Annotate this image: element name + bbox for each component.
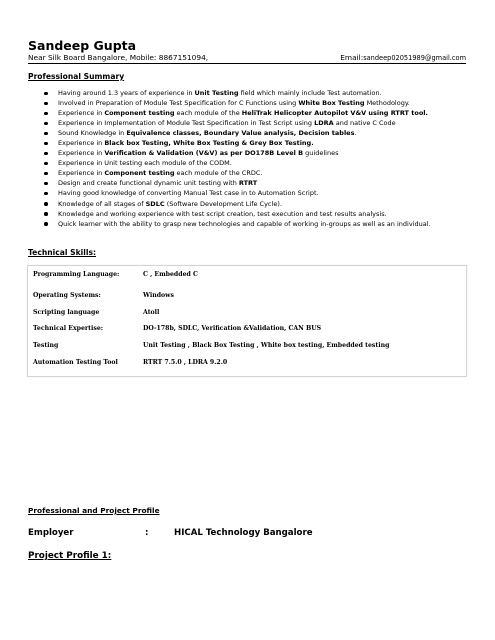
summary-item-text: Methodology. — [364, 99, 410, 108]
skill-value: RTRT 7.5.0 , LDRA 9.2.0 — [143, 359, 228, 366]
summary-item-text: White Box Testing — [298, 99, 365, 108]
summary-item-text: Experience in — [58, 149, 105, 158]
skill-label: Automation Testing Tool — [33, 359, 118, 366]
skill-label: Programming Language: — [33, 271, 120, 278]
summary-item-text: Experience in — [58, 169, 105, 178]
summary-item-text: . — [354, 129, 357, 138]
skill-value: DO-178b, SDLC, Verification &Validation, CAN BUS — [143, 325, 322, 332]
contact-email — [340, 53, 466, 62]
summary-item-text: and native C Code — [333, 119, 396, 128]
skill-label: Operating Systems: — [33, 292, 101, 299]
summary-item — [28, 98, 468, 108]
summary-item — [28, 188, 468, 198]
summary-item — [28, 168, 468, 178]
summary-item-text: SDLC — [145, 199, 165, 208]
summary-item-text: LDRA — [314, 119, 334, 128]
summary-item — [28, 219, 468, 229]
summary-heading: Professional Summary — [28, 72, 125, 81]
contact-location-phone: Near Silk Board Bangalore, Mobile: 8867151094, — [28, 53, 209, 62]
skill-value: Unit Testing , Black Box Testing , White box testing, Embedded testing — [143, 342, 390, 349]
summary-item-text: Equivalence classes, Boundary Value analysis, Decision tables — [126, 129, 355, 138]
employer-label: Employer — [28, 528, 74, 538]
summary-list — [28, 88, 468, 229]
summary-item-text: Black box Testing, White Box Testing & Grey Box Testing. — [104, 139, 314, 148]
email-label: Email: — [340, 53, 364, 62]
summary-item-text: Experience in Implementation of Module Test Specification in Test Script using — [58, 119, 315, 128]
summary-item — [28, 118, 468, 128]
summary-item — [28, 138, 468, 148]
summary-item-text: each module of the CRDC. — [174, 169, 263, 178]
summary-item-text: Unit Testing — [194, 89, 239, 97]
skill-value: Atoll — [143, 309, 160, 316]
summary-item-text: Component testing — [104, 109, 175, 118]
summary-item-text: RTRT — [238, 179, 258, 188]
profile-heading: Professional and Project Profile — [28, 506, 160, 515]
project-heading: Project Profile 1: — [28, 551, 112, 561]
skill-value: C , Embedded C — [143, 271, 198, 278]
employer-value: HICAL Technology Bangalore — [174, 528, 313, 538]
summary-item — [28, 209, 468, 219]
summary-item-text: each module of the — [174, 109, 242, 118]
summary-item-text: Involved in Preparation of Module Test Specification for C Functions using — [58, 99, 299, 108]
summary-item-text: guidelines — [303, 149, 339, 158]
summary-item-text: field which mainly include Test automation. — [238, 89, 382, 97]
summary-item-text: Sound Knowledge in — [58, 129, 127, 138]
summary-item — [28, 148, 468, 158]
skills-heading: Technical Skills: — [28, 248, 96, 257]
summary-item — [28, 158, 468, 168]
summary-item-text: Quick learner with the ability to grasp new technologies and capable of working in-groups as well as an individual. — [58, 219, 431, 228]
header-divider — [28, 63, 466, 64]
summary-item-text: HeliTrak Helicopter Autopilot V&V using RTRT tool. — [241, 109, 428, 118]
employer-separator: : — [145, 528, 149, 538]
summary-item-text: Knowledge of all stages of — [58, 199, 146, 208]
summary-item — [28, 178, 468, 188]
candidate-name: Sandeep Gupta — [28, 38, 137, 53]
summary-item — [28, 88, 468, 98]
skill-label: Technical Expertise: — [33, 325, 104, 332]
summary-item-text: Component testing — [104, 169, 175, 178]
summary-item-text: (Software Development Life Cycle). — [164, 199, 282, 208]
skill-value: Windows — [143, 292, 174, 299]
email-address: sandeep02051989@gmail.com — [363, 54, 466, 62]
summary-item — [28, 128, 468, 138]
summary-item-text: Design and create functional dynamic unit testing with — [58, 179, 239, 188]
summary-item-text: Having around 1.3 years of experience in — [58, 89, 195, 97]
skill-label: Scripting language — [33, 309, 100, 316]
summary-item-text: Experience in — [58, 139, 105, 148]
summary-item-text: Experience in Unit testing each module of the CODM. — [58, 159, 232, 168]
summary-item — [28, 108, 468, 118]
summary-item-text: Having good knowledge of converting Manual Test case in to Automation Script. — [58, 189, 319, 198]
skill-label: Testing — [33, 342, 59, 349]
summary-item-text: Experience in — [58, 109, 105, 118]
summary-item-text: Knowledge and working experience with test script creation, test execution and test results analysis. — [58, 209, 387, 218]
summary-item — [28, 199, 468, 209]
summary-item-text: Verification & Validation (V&V) as per DO178B Level B — [104, 149, 304, 158]
